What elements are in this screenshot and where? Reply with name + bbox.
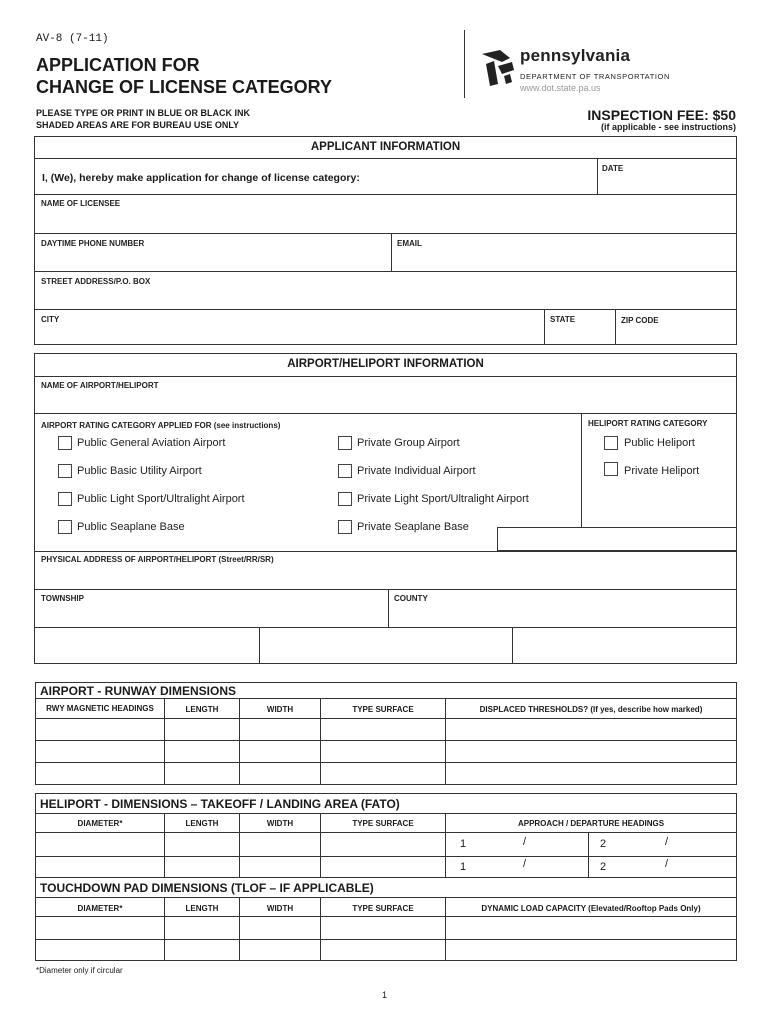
rule xyxy=(320,813,321,877)
fato-row1-heading-1: 1 xyxy=(460,838,467,850)
phone-field[interactable] xyxy=(35,250,390,270)
inspection-fee: INSPECTION FEE: $50 xyxy=(587,107,736,123)
airport-name-label: NAME OF AIRPORT/HELIPORT xyxy=(41,381,159,390)
rule xyxy=(35,939,737,940)
fato-row2-slash-2: / xyxy=(665,858,669,870)
private-heliport-checkbox[interactable] xyxy=(604,462,618,476)
street-field[interactable] xyxy=(35,288,736,308)
rule xyxy=(34,309,737,310)
fato-row2-heading-1: 1 xyxy=(460,861,467,873)
public-light-sport-label: Public Light Sport/Ultralight Airport xyxy=(77,493,245,505)
fato-row2-heading-2: 2 xyxy=(600,861,607,873)
state-field[interactable] xyxy=(545,326,614,344)
page-number: 1 xyxy=(382,990,388,1000)
rule xyxy=(35,698,737,699)
instructions xyxy=(36,107,250,131)
public-basic-utility-label: Public Basic Utility Airport xyxy=(77,465,202,477)
rule xyxy=(239,698,240,785)
rule xyxy=(35,813,737,814)
heliport-rating-label: HELIPORT RATING CATEGORY xyxy=(588,419,708,428)
fato-row2-slash-1: / xyxy=(523,858,527,870)
rule xyxy=(35,762,737,763)
fato-col-length: LENGTH xyxy=(185,819,219,828)
street-label: STREET ADDRESS/P.O. BOX xyxy=(41,277,151,286)
heliport-section-title: HELIPORT - DIMENSIONS – TAKEOFF / LANDING AREA (FATO) xyxy=(40,797,400,811)
private-individual-checkbox[interactable] xyxy=(338,464,352,478)
rule xyxy=(239,813,240,877)
rule xyxy=(34,627,737,628)
public-general-aviation-label: Public General Aviation Airport xyxy=(77,437,226,449)
rule xyxy=(35,740,737,741)
rule xyxy=(34,233,737,234)
date-label: DATE xyxy=(602,164,624,173)
logo-name: pennsylvania xyxy=(520,46,631,65)
rule xyxy=(445,897,446,961)
applicant-statement: I, (We), hereby make application for change of license category: xyxy=(42,172,360,184)
tlof-col-load: DYNAMIC LOAD CAPACITY (Elevated/Rooftop Pads Only) xyxy=(481,904,701,913)
runway-col-headings: RWY MAGNETIC HEADINGS xyxy=(46,704,154,713)
licensee-field[interactable] xyxy=(35,210,736,232)
rule xyxy=(445,698,446,785)
rule xyxy=(34,376,737,377)
email-label: EMAIL xyxy=(397,239,422,248)
private-light-sport-label: Private Light Sport/Ultralight Airport xyxy=(357,493,529,505)
fato-col-surface: TYPE SURFACE xyxy=(352,819,414,828)
private-seaplane-label: Private Seaplane Base xyxy=(357,521,469,533)
rule xyxy=(35,832,737,833)
township-field[interactable] xyxy=(35,605,386,626)
fato-row1-slash-2: / xyxy=(665,836,669,848)
instruction-line-1: PLEASE TYPE OR PRINT IN BLUE OR BLACK INK xyxy=(36,108,251,118)
township-label: TOWNSHIP xyxy=(41,594,84,603)
rule xyxy=(512,627,513,664)
tlof-col-diameter: DIAMETER* xyxy=(77,904,123,913)
rule xyxy=(445,813,446,877)
rule xyxy=(34,271,737,272)
private-group-label: Private Group Airport xyxy=(357,437,460,449)
rule xyxy=(320,698,321,785)
rule xyxy=(35,718,737,719)
physical-address-field[interactable] xyxy=(35,566,736,588)
licensee-label: NAME OF LICENSEE xyxy=(41,199,121,208)
airport-rating-label: AIRPORT RATING CATEGORY APPLIED FOR (see instructions) xyxy=(41,421,281,430)
title-line-1: APPLICATION FOR xyxy=(36,55,200,75)
title-line-2: CHANGE OF LICENSE CATEGORY xyxy=(36,77,333,97)
airport-section-title: AIRPORT/HELIPORT INFORMATION xyxy=(287,358,484,370)
zip-label: ZIP CODE xyxy=(621,316,659,325)
logo-department: DEPARTMENT OF TRANSPORTATION xyxy=(520,72,671,81)
applicant-section-title: APPLICANT INFORMATION xyxy=(310,141,461,153)
runway-col-length: LENGTH xyxy=(185,705,219,714)
rule xyxy=(164,698,165,785)
rule xyxy=(239,897,240,961)
tlof-col-width: WIDTH xyxy=(266,904,294,913)
private-group-checkbox[interactable] xyxy=(338,436,352,450)
state-label: STATE xyxy=(550,315,576,324)
penndot-logo xyxy=(480,46,670,96)
phone-label: DAYTIME PHONE NUMBER xyxy=(41,239,145,248)
zip-field[interactable] xyxy=(616,326,736,344)
rule xyxy=(35,856,737,857)
fato-col-headings: APPROACH / DEPARTURE HEADINGS xyxy=(517,819,665,828)
private-heliport-label: Private Heliport xyxy=(624,465,700,477)
city-field[interactable] xyxy=(35,326,543,344)
date-field[interactable] xyxy=(598,174,736,193)
rule xyxy=(320,897,321,961)
public-heliport-checkbox[interactable] xyxy=(604,436,618,450)
inspection-fee-note: (if applicable - see instructions) xyxy=(600,122,736,132)
rule xyxy=(34,413,737,414)
rule xyxy=(34,194,737,195)
private-individual-label: Private Individual Airport xyxy=(357,465,476,477)
physical-address-label: PHYSICAL ADDRESS OF AIRPORT/HELIPORT (Street/RR/SR) xyxy=(41,555,274,564)
rule xyxy=(259,627,260,664)
rule xyxy=(164,813,165,877)
instruction-line-2: SHADED AREAS ARE FOR BUREAU USE ONLY xyxy=(36,120,240,130)
private-light-sport-checkbox[interactable] xyxy=(338,492,352,506)
tlof-col-length: LENGTH xyxy=(185,904,219,913)
public-heliport-label: Public Heliport xyxy=(624,437,695,449)
email-field[interactable] xyxy=(392,250,736,270)
diameter-footnote: *Diameter only if circular xyxy=(36,966,123,975)
county-field[interactable] xyxy=(389,605,736,626)
runway-col-surface: TYPE SURFACE xyxy=(352,705,414,714)
page-title xyxy=(36,54,332,98)
rule xyxy=(581,413,582,527)
rule xyxy=(34,158,737,159)
public-basic-utility-checkbox[interactable] xyxy=(58,464,72,478)
rule xyxy=(588,832,589,877)
fato-col-width: WIDTH xyxy=(266,819,294,828)
runway-section-title: AIRPORT - RUNWAY DIMENSIONS xyxy=(40,684,237,698)
rule xyxy=(35,916,737,917)
tlof-col-surface: TYPE SURFACE xyxy=(352,904,414,913)
public-general-aviation-checkbox[interactable] xyxy=(58,436,72,450)
bureau-use-box xyxy=(497,527,737,551)
fato-row1-slash-1: / xyxy=(523,836,527,848)
header-divider xyxy=(464,30,465,98)
keystone-logo-icon xyxy=(480,48,516,88)
rule xyxy=(35,897,737,898)
public-seaplane-label: Public Seaplane Base xyxy=(77,521,185,533)
county-label: COUNTY xyxy=(394,594,428,603)
form-code: AV-8 (7-11) xyxy=(36,33,109,45)
airport-name-field[interactable] xyxy=(35,392,736,412)
runway-col-width: WIDTH xyxy=(266,705,294,714)
touchdown-section-title: TOUCHDOWN PAD DIMENSIONS (TLOF – IF APPLICABLE) xyxy=(40,881,374,895)
rule xyxy=(34,589,737,590)
public-light-sport-checkbox[interactable] xyxy=(58,492,72,506)
rule xyxy=(34,551,737,552)
public-seaplane-checkbox[interactable] xyxy=(58,520,72,534)
logo-url: www.dot.state.pa.us xyxy=(520,83,601,93)
rule xyxy=(35,877,737,878)
rule xyxy=(164,897,165,961)
fato-col-diameter: DIAMETER* xyxy=(77,819,123,828)
city-label: CITY xyxy=(41,315,60,324)
private-seaplane-checkbox[interactable] xyxy=(338,520,352,534)
runway-col-thresholds: DISPLACED THRESHOLDS? (If yes, describe how marked) xyxy=(479,705,703,714)
fato-row1-heading-2: 2 xyxy=(600,838,607,850)
